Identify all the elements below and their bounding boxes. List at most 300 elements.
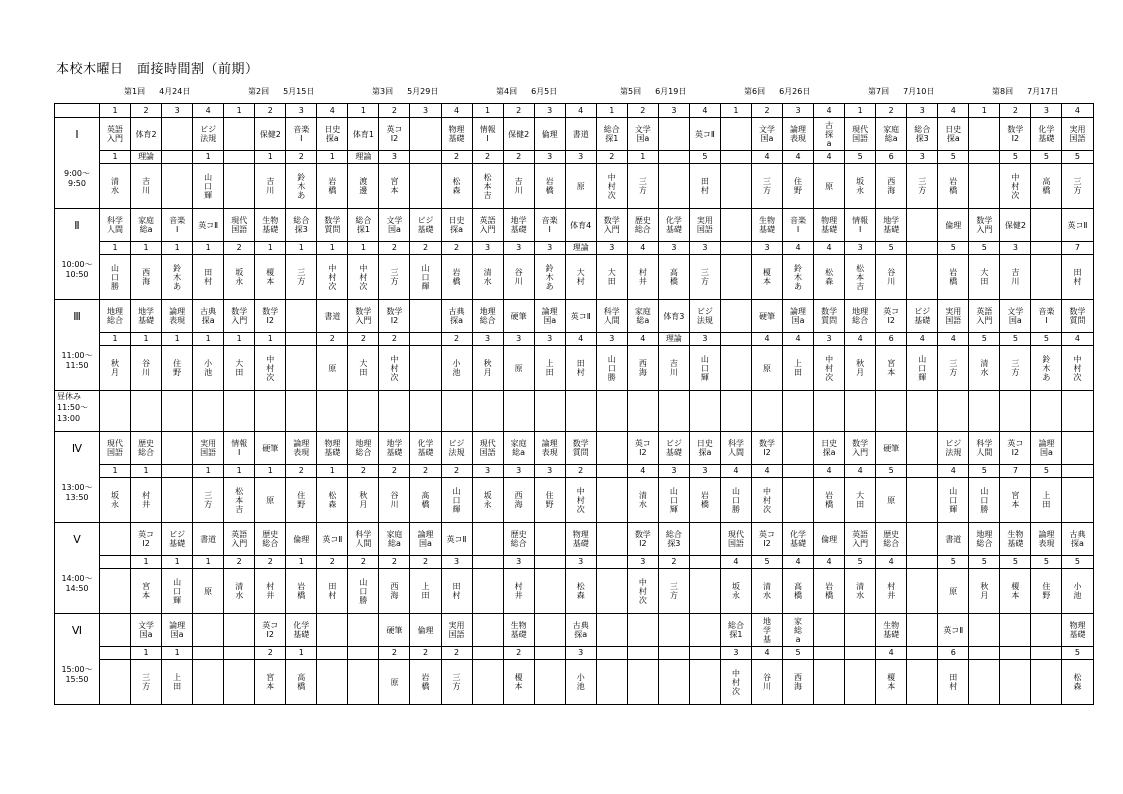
subject-cell: 書道 xyxy=(938,523,969,556)
class-number: 2 xyxy=(379,242,410,255)
subject-cell xyxy=(410,300,441,333)
teacher-cell: 三 方 xyxy=(938,346,969,391)
subject-cell: 情報 Ⅰ xyxy=(224,432,255,465)
teacher-cell xyxy=(969,164,1000,209)
subject-cell: 古典 探a xyxy=(1062,523,1093,556)
class-number: 4 xyxy=(845,465,876,478)
class-number: 2 xyxy=(410,465,441,478)
teacher-cell: 三 方 xyxy=(1062,164,1093,209)
subject-cell: 数学 入門 xyxy=(969,209,1000,242)
class-number xyxy=(472,647,503,660)
subject-row xyxy=(55,523,1094,556)
subject-cell xyxy=(1031,209,1062,242)
subject-row xyxy=(55,300,1094,333)
subject-cell: 科学 人間 xyxy=(596,300,627,333)
period-time: 11:00～ 11:50 xyxy=(55,333,100,391)
class-number xyxy=(814,647,845,660)
teacher-cell: 山 口 勝 xyxy=(720,478,751,523)
lunch-cell xyxy=(596,391,627,432)
subject-cell: 数学 質問 xyxy=(317,209,348,242)
class-number xyxy=(162,465,193,478)
teacher-cell xyxy=(845,660,876,705)
room-number: 4 xyxy=(317,104,348,118)
class-number: 5 xyxy=(689,151,720,164)
class-number: 3 xyxy=(845,242,876,255)
number-row xyxy=(55,465,1094,478)
room-number: 4 xyxy=(193,104,224,118)
class-number: 3 xyxy=(503,556,534,569)
lunch-cell xyxy=(565,391,596,432)
teacher-cell: 松 森 xyxy=(565,569,596,614)
class-number: 3 xyxy=(658,465,689,478)
teacher-cell: 三 方 xyxy=(907,164,938,209)
class-number xyxy=(472,556,503,569)
teacher-cell: 大 田 xyxy=(348,346,379,391)
teacher-row xyxy=(55,346,1094,391)
class-number: 2 xyxy=(286,465,317,478)
room-number: 3 xyxy=(658,104,689,118)
class-number xyxy=(720,151,751,164)
class-number: 5 xyxy=(969,333,1000,346)
subject-cell: 体育2 xyxy=(131,118,162,151)
class-number: 3 xyxy=(503,465,534,478)
subject-cell: 英コ Ⅰ2 xyxy=(876,300,907,333)
subject-cell: 書道 xyxy=(317,300,348,333)
teacher-cell: 三 方 xyxy=(1000,346,1031,391)
teacher-cell: 田 村 xyxy=(317,569,348,614)
teacher-cell: 田 村 xyxy=(938,660,969,705)
subject-cell: 英語 入門 xyxy=(224,523,255,556)
period-label: Ⅵ xyxy=(55,614,100,647)
subject-cell: 化学 基礎 xyxy=(1031,118,1062,151)
class-number: 1 xyxy=(193,556,224,569)
subject-cell: 現代 国語 xyxy=(845,118,876,151)
subject-cell: 地理 総合 xyxy=(969,523,1000,556)
session-label xyxy=(124,86,190,97)
teacher-cell: 三 方 xyxy=(379,255,410,300)
teacher-cell: 榎 本 xyxy=(255,255,286,300)
teacher-cell xyxy=(286,346,317,391)
subject-cell: 地学 基礎 xyxy=(876,209,907,242)
corner-cell xyxy=(55,104,100,118)
class-number: 3 xyxy=(472,242,503,255)
lunch-cell xyxy=(503,391,534,432)
teacher-row xyxy=(55,164,1094,209)
subject-cell xyxy=(658,614,689,647)
teacher-cell xyxy=(658,164,689,209)
class-number: 4 xyxy=(783,151,814,164)
subject-cell: 歴史 総合 xyxy=(876,523,907,556)
teacher-cell: 上 田 xyxy=(162,660,193,705)
subject-cell: 実用 国語 xyxy=(441,614,472,647)
class-number xyxy=(596,647,627,660)
subject-cell: 地理 総合 xyxy=(348,432,379,465)
class-number: 5 xyxy=(1031,465,1062,478)
room-number: 3 xyxy=(162,104,193,118)
subject-cell: 歴史 総合 xyxy=(627,209,658,242)
subject-cell: 体育1 xyxy=(348,118,379,151)
teacher-cell: 大 田 xyxy=(969,255,1000,300)
class-number xyxy=(100,556,131,569)
class-number xyxy=(907,465,938,478)
subject-cell: 英語 入門 xyxy=(472,209,503,242)
teacher-row xyxy=(55,255,1094,300)
lunch-cell xyxy=(1000,391,1031,432)
class-number: 5 xyxy=(783,647,814,660)
period-label: Ⅱ xyxy=(55,209,100,242)
subject-cell: 現代 国語 xyxy=(224,209,255,242)
class-number: 5 xyxy=(938,556,969,569)
class-number: 1 xyxy=(100,151,131,164)
class-number: 4 xyxy=(1062,333,1093,346)
subject-cell xyxy=(596,523,627,556)
class-number xyxy=(224,647,255,660)
class-number: 5 xyxy=(1031,333,1062,346)
subject-cell: 日史 探a xyxy=(689,432,720,465)
subject-cell: 倫理 xyxy=(534,118,565,151)
subject-cell: 歴史 総合 xyxy=(255,523,286,556)
session-date: 6月19日 xyxy=(655,87,687,96)
subject-cell xyxy=(969,118,1000,151)
lunch-cell xyxy=(441,391,472,432)
subject-cell xyxy=(969,614,1000,647)
subject-cell: 音楽 Ⅰ xyxy=(534,209,565,242)
session-date: 7月17日 xyxy=(1027,87,1059,96)
teacher-cell: 村 井 xyxy=(503,569,534,614)
teacher-cell: 住 野 xyxy=(286,478,317,523)
teacher-cell xyxy=(596,660,627,705)
class-number xyxy=(783,465,814,478)
teacher-cell xyxy=(907,569,938,614)
teacher-cell: 山 口 勝 xyxy=(100,255,131,300)
class-number xyxy=(627,647,658,660)
teacher-cell: 大 田 xyxy=(224,346,255,391)
class-number: 3 xyxy=(534,333,565,346)
page-title: 本校木曜日 面接時間割（前期） xyxy=(56,62,259,77)
lunch-cell xyxy=(224,391,255,432)
teacher-cell: 三 方 xyxy=(689,255,720,300)
room-number: 4 xyxy=(1062,104,1093,118)
teacher-cell: 鈴 木 あ xyxy=(534,255,565,300)
subject-cell: ビジ 法規 xyxy=(193,118,224,151)
class-number xyxy=(1031,647,1062,660)
subject-cell: 物理 基礎 xyxy=(814,209,845,242)
class-number: 6 xyxy=(876,151,907,164)
teacher-cell xyxy=(689,569,720,614)
teacher-cell: 原 xyxy=(379,660,410,705)
class-number: 理論 xyxy=(131,151,162,164)
teacher-cell xyxy=(969,660,1000,705)
lunch-cell xyxy=(255,391,286,432)
class-number: 2 xyxy=(224,556,255,569)
subject-cell: 文学 国a xyxy=(379,209,410,242)
class-number: 5 xyxy=(876,242,907,255)
lunch-cell xyxy=(162,391,193,432)
teacher-cell: 西 海 xyxy=(783,660,814,705)
teacher-cell: 渡 邊 xyxy=(348,164,379,209)
subject-cell: 音楽 Ⅰ xyxy=(783,209,814,242)
teacher-cell: 榎 本 xyxy=(876,660,907,705)
class-number: 1 xyxy=(162,647,193,660)
class-number: 3 xyxy=(596,242,627,255)
class-number xyxy=(720,242,751,255)
teacher-cell: 鈴 木 あ xyxy=(286,164,317,209)
teacher-cell xyxy=(783,478,814,523)
lunch-row xyxy=(55,391,1094,432)
teacher-cell: 岩 橋 xyxy=(689,478,720,523)
teacher-cell: 中 村 次 xyxy=(317,255,348,300)
teacher-cell: 谷 川 xyxy=(503,255,534,300)
lunch-cell xyxy=(317,391,348,432)
class-number: 5 xyxy=(1000,556,1031,569)
subject-cell: 歴史 総合 xyxy=(503,523,534,556)
subject-cell: 数学 質問 xyxy=(814,300,845,333)
subject-cell: 生物 基礎 xyxy=(503,614,534,647)
teacher-cell: 住 野 xyxy=(783,164,814,209)
teacher-cell: 岩 橋 xyxy=(534,164,565,209)
class-number xyxy=(596,465,627,478)
teacher-cell: 吉 川 xyxy=(131,164,162,209)
class-number xyxy=(596,556,627,569)
subject-row xyxy=(55,209,1094,242)
teacher-cell: 田 村 xyxy=(565,346,596,391)
subject-cell: 日史 探a xyxy=(317,118,348,151)
class-number xyxy=(317,647,348,660)
subject-cell: ビジ 基礎 xyxy=(410,209,441,242)
class-number: 1 xyxy=(193,333,224,346)
subject-cell xyxy=(1000,614,1031,647)
subject-cell xyxy=(689,523,720,556)
room-number: 1 xyxy=(845,104,876,118)
class-number: 1 xyxy=(286,647,317,660)
subject-cell: 家庭 総a xyxy=(627,300,658,333)
teacher-cell: 大 村 xyxy=(565,255,596,300)
subject-cell: 硬筆 xyxy=(255,432,286,465)
subject-cell: 保健2 xyxy=(1000,209,1031,242)
period-label: Ⅰ xyxy=(55,118,100,151)
teacher-cell: 宮 本 xyxy=(255,660,286,705)
session-label xyxy=(744,86,810,97)
subject-cell: 文学 国a xyxy=(751,118,782,151)
teacher-cell: 秋 月 xyxy=(472,346,503,391)
subject-cell: 音楽 Ⅰ xyxy=(162,209,193,242)
class-number: 4 xyxy=(565,333,596,346)
subject-cell: 情報 Ⅰ xyxy=(472,118,503,151)
class-number: 1 xyxy=(193,151,224,164)
teacher-cell xyxy=(1062,478,1093,523)
session-number: 第7回 xyxy=(868,87,890,96)
class-number: 4 xyxy=(751,151,782,164)
teacher-cell: 西 海 xyxy=(379,569,410,614)
room-number: 4 xyxy=(814,104,845,118)
session-date: 5月29日 xyxy=(407,87,439,96)
class-number: 4 xyxy=(783,333,814,346)
room-number: 1 xyxy=(472,104,503,118)
session-header xyxy=(96,86,1086,98)
teacher-cell: 松 森 xyxy=(317,478,348,523)
room-number: 3 xyxy=(907,104,938,118)
teacher-cell xyxy=(410,164,441,209)
subject-cell: 実用 国語 xyxy=(938,300,969,333)
teacher-cell: 中 村 次 xyxy=(596,164,627,209)
teacher-cell: 谷 川 xyxy=(131,346,162,391)
subject-cell: 論理 表現 xyxy=(534,432,565,465)
class-number: 1 xyxy=(100,333,131,346)
teacher-cell xyxy=(472,660,503,705)
session-number: 第8回 xyxy=(992,87,1014,96)
class-number xyxy=(907,242,938,255)
subject-cell xyxy=(472,614,503,647)
teacher-cell xyxy=(596,569,627,614)
class-number: 1 xyxy=(100,242,131,255)
room-number: 2 xyxy=(627,104,658,118)
class-number: 2 xyxy=(441,647,472,660)
subject-cell: 論理 表現 xyxy=(1031,523,1062,556)
class-number: 2 xyxy=(348,556,379,569)
subject-cell: 硬筆 xyxy=(751,300,782,333)
subject-cell: 地理 総合 xyxy=(100,300,131,333)
lunch-cell xyxy=(472,391,503,432)
teacher-cell: 坂 永 xyxy=(720,569,751,614)
class-number xyxy=(1000,647,1031,660)
subject-cell: ビジ 基礎 xyxy=(658,432,689,465)
teacher-cell xyxy=(534,569,565,614)
subject-cell: 英コⅡ xyxy=(1062,209,1093,242)
teacher-cell: 鈴 木 あ xyxy=(783,255,814,300)
teacher-cell: 上 田 xyxy=(1031,478,1062,523)
teacher-cell xyxy=(224,660,255,705)
class-number: 2 xyxy=(379,465,410,478)
teacher-cell: 清 水 xyxy=(472,255,503,300)
period-time: 9:00～ 9:50 xyxy=(55,151,100,209)
class-number: 2 xyxy=(317,556,348,569)
class-number: 5 xyxy=(969,556,1000,569)
room-number: 2 xyxy=(1000,104,1031,118)
subject-cell: 数学 入門 xyxy=(845,432,876,465)
class-number: 理論 xyxy=(565,242,596,255)
teacher-cell xyxy=(472,569,503,614)
subject-cell: 数学 Ⅰ2 xyxy=(379,300,410,333)
subject-cell: ビジ 基礎 xyxy=(907,300,938,333)
class-number: 5 xyxy=(1062,151,1093,164)
room-number: 1 xyxy=(596,104,627,118)
subject-cell: ビジ 法規 xyxy=(441,432,472,465)
teacher-cell: 吉 川 xyxy=(1000,255,1031,300)
room-number: 2 xyxy=(751,104,782,118)
teacher-cell: 岩 橋 xyxy=(814,569,845,614)
subject-cell xyxy=(162,432,193,465)
class-number: 5 xyxy=(938,242,969,255)
teacher-cell: 坂 永 xyxy=(845,164,876,209)
teacher-cell: 松 本 吉 xyxy=(224,478,255,523)
class-number: 4 xyxy=(627,465,658,478)
subject-cell: 物理 基礎 xyxy=(441,118,472,151)
teacher-cell xyxy=(596,478,627,523)
teacher-cell: 宮 本 xyxy=(131,569,162,614)
teacher-cell: 三 方 xyxy=(627,164,658,209)
subject-cell: ビジ 法規 xyxy=(938,432,969,465)
lunch-cell xyxy=(876,391,907,432)
subject-cell: 情報 Ⅰ xyxy=(845,209,876,242)
teacher-cell: 原 xyxy=(876,478,907,523)
period-label: Ⅴ xyxy=(55,523,100,556)
subject-cell: 硬筆 xyxy=(876,432,907,465)
teacher-cell: 三 方 xyxy=(751,164,782,209)
teacher-cell: 谷 川 xyxy=(751,660,782,705)
teacher-cell: 西 海 xyxy=(131,255,162,300)
teacher-cell: 清 水 xyxy=(224,569,255,614)
class-number xyxy=(162,151,193,164)
room-number: 2 xyxy=(876,104,907,118)
teacher-cell: 岩 橋 xyxy=(410,660,441,705)
subject-cell: 家庭 総a xyxy=(876,118,907,151)
teacher-cell: 秋 月 xyxy=(845,346,876,391)
subject-cell xyxy=(224,118,255,151)
class-number: 4 xyxy=(751,465,782,478)
number-row xyxy=(55,242,1094,255)
class-number xyxy=(224,151,255,164)
teacher-cell: 原 xyxy=(255,478,286,523)
teacher-cell xyxy=(689,660,720,705)
subject-cell: 文学 国a xyxy=(131,614,162,647)
class-number: 2 xyxy=(348,333,379,346)
class-number: 1 xyxy=(131,333,162,346)
class-number: 1 xyxy=(255,242,286,255)
lunch-cell xyxy=(814,391,845,432)
subject-cell: 英コ Ⅰ2 xyxy=(1000,432,1031,465)
class-number: 2 xyxy=(410,556,441,569)
teacher-cell: 榎 本 xyxy=(1000,569,1031,614)
room-number: 2 xyxy=(131,104,162,118)
subject-cell xyxy=(472,523,503,556)
class-number: 4 xyxy=(627,333,658,346)
session-number: 第1回 xyxy=(124,87,146,96)
subject-cell: 生物 基礎 xyxy=(1000,523,1031,556)
teacher-cell: 中 村 次 xyxy=(1062,346,1093,391)
subject-cell: 書道 xyxy=(565,118,596,151)
class-number: 3 xyxy=(1000,242,1031,255)
teacher-cell: 岩 橋 xyxy=(938,255,969,300)
subject-cell: 数学 Ⅰ2 xyxy=(627,523,658,556)
room-number: 4 xyxy=(689,104,720,118)
subject-cell: 英語 入門 xyxy=(969,300,1000,333)
subject-cell xyxy=(720,118,751,151)
lunch-cell xyxy=(379,391,410,432)
class-number: 2 xyxy=(565,465,596,478)
class-number: 2 xyxy=(224,242,255,255)
teacher-cell: 清 水 xyxy=(627,478,658,523)
number-row xyxy=(55,556,1094,569)
room-number: 2 xyxy=(503,104,534,118)
subject-cell xyxy=(907,209,938,242)
teacher-cell xyxy=(720,346,751,391)
class-number: 5 xyxy=(1031,556,1062,569)
teacher-cell: 松 森 xyxy=(1062,660,1093,705)
session-label xyxy=(992,86,1058,97)
session-number: 第4回 xyxy=(496,87,518,96)
subject-cell xyxy=(348,614,379,647)
room-number: 4 xyxy=(565,104,596,118)
teacher-cell xyxy=(410,346,441,391)
subject-cell xyxy=(907,614,938,647)
teacher-cell xyxy=(907,255,938,300)
class-number xyxy=(689,556,720,569)
teacher-cell: 岩 橋 xyxy=(317,164,348,209)
subject-cell: 数学 Ⅰ2 xyxy=(255,300,286,333)
class-number: 3 xyxy=(534,151,565,164)
teacher-cell: 宮 本 xyxy=(1000,478,1031,523)
session-number: 第3回 xyxy=(372,87,394,96)
